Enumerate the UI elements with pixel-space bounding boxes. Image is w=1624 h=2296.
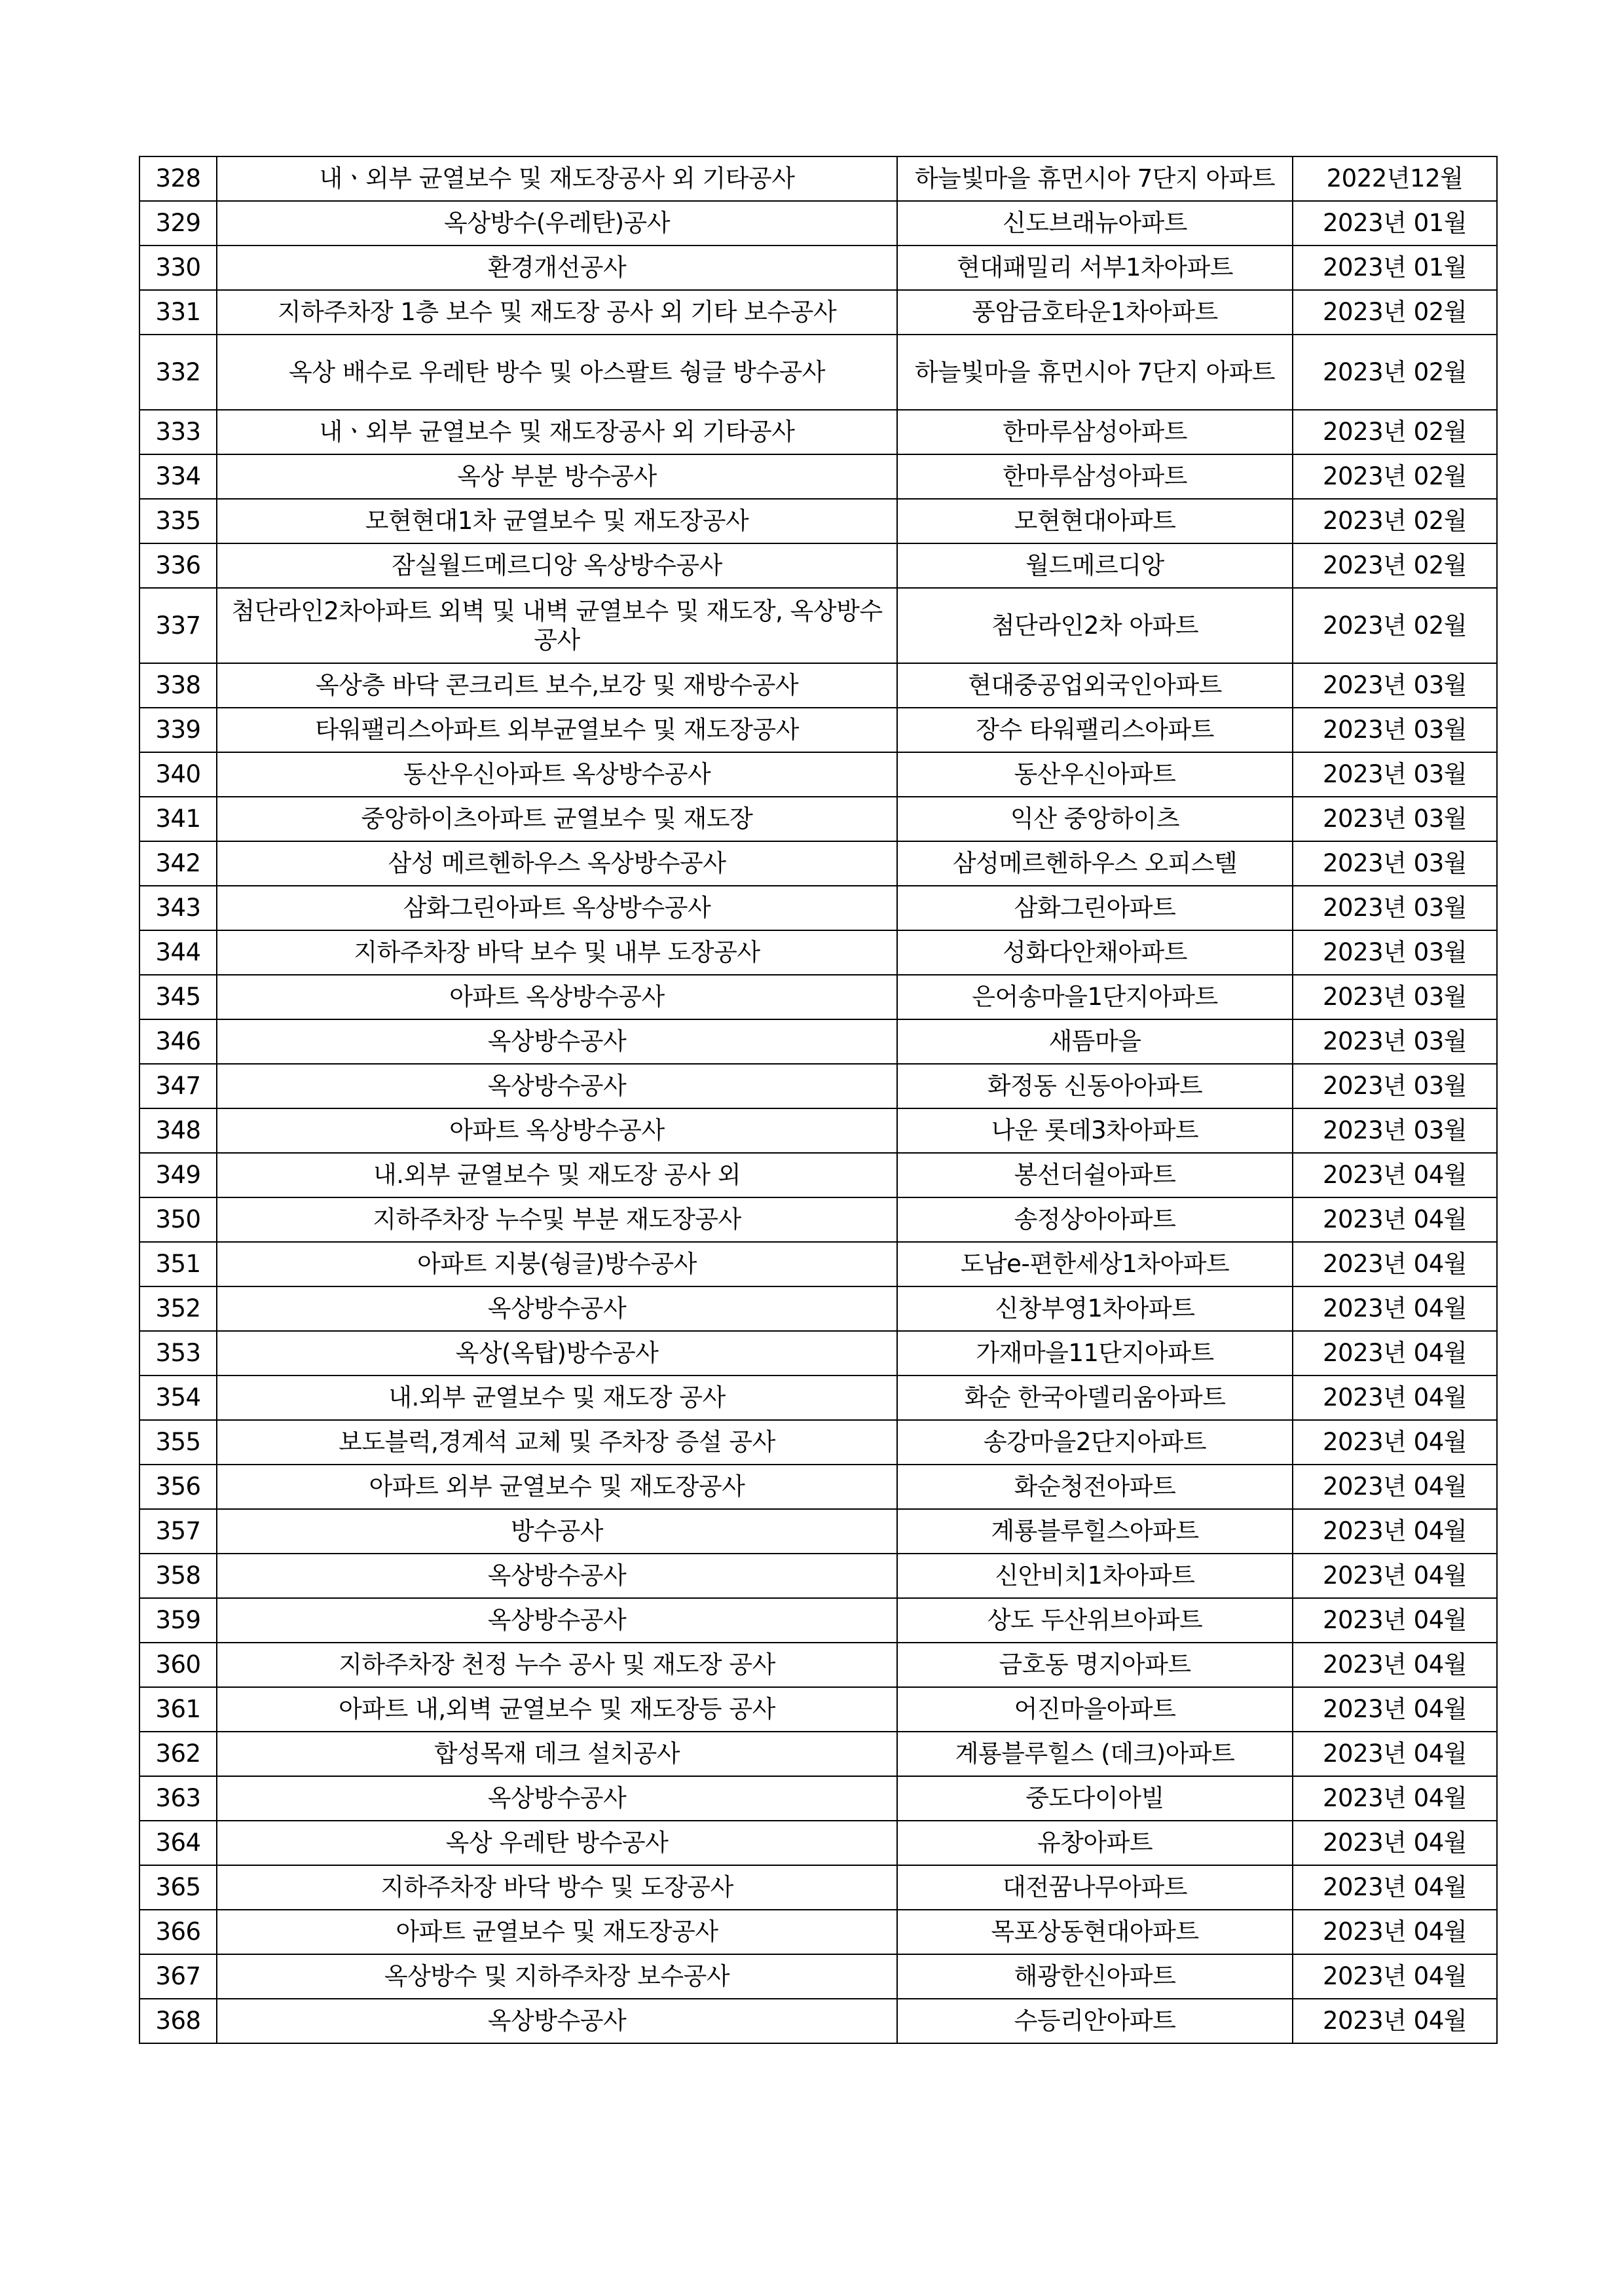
completion-date-cell: 2023년 03월 (1293, 797, 1497, 841)
completion-date-cell: 2023년 03월 (1293, 752, 1497, 797)
work-description-cell: 옥상 부분 방수공사 (217, 454, 897, 499)
row-number-cell: 344 (139, 930, 217, 975)
table-row (139, 1153, 1497, 1197)
site-name-cell: 해광한신아파트 (897, 1954, 1293, 1999)
completion-date-cell: 2023년 03월 (1293, 1108, 1497, 1153)
table-row (139, 1687, 1497, 1732)
row-number-cell: 357 (139, 1509, 217, 1554)
table-row (139, 588, 1497, 663)
work-description-cell: 지하주차장 누수및 부분 재도장공사 (217, 1197, 897, 1242)
row-number-cell: 356 (139, 1465, 217, 1509)
work-description-cell: 내.외부 균열보수 및 재도장 공사 (217, 1376, 897, 1420)
work-description-cell: 모현현대1차 균열보수 및 재도장공사 (217, 499, 897, 543)
completion-date-cell: 2023년 03월 (1293, 975, 1497, 1019)
site-name-cell: 목포상동현대아파트 (897, 1910, 1293, 1954)
row-number-cell: 332 (139, 335, 217, 410)
table-row (139, 1865, 1497, 1910)
table-row (139, 752, 1497, 797)
table-row (139, 1509, 1497, 1554)
work-description-cell: 옥상방수공사 (217, 1999, 897, 2043)
site-name-cell: 현대중공업외국인아파트 (897, 663, 1293, 708)
work-description-cell: 지하주차장 바닥 보수 및 내부 도장공사 (217, 930, 897, 975)
row-number-cell: 364 (139, 1821, 217, 1865)
site-name-cell: 첨단라인2차 아파트 (897, 588, 1293, 663)
work-description-cell: 합성목재 데크 설치공사 (217, 1732, 897, 1776)
site-name-cell: 하늘빛마을 휴먼시아 7단지 아파트 (897, 335, 1293, 410)
table-row (139, 1954, 1497, 1999)
row-number-cell: 329 (139, 201, 217, 246)
row-number-cell: 328 (139, 156, 217, 201)
work-description-cell: 옥상방수공사 (217, 1554, 897, 1598)
work-description-cell: 옥상방수공사 (217, 1598, 897, 1643)
completion-date-cell: 2023년 03월 (1293, 841, 1497, 886)
table-row (139, 1732, 1497, 1776)
site-name-cell: 금호동 명지아파트 (897, 1643, 1293, 1687)
row-number-cell: 336 (139, 543, 217, 588)
work-description-cell: 내.외부 균열보수 및 재도장 공사 외 (217, 1153, 897, 1197)
work-description-cell: 옥상방수공사 (217, 1019, 897, 1064)
table-row (139, 1331, 1497, 1376)
row-number-cell: 345 (139, 975, 217, 1019)
completion-date-cell: 2023년 03월 (1293, 663, 1497, 708)
records-sheet (139, 156, 1496, 2044)
site-name-cell: 신안비치1차아파트 (897, 1554, 1293, 1598)
table-row (139, 1910, 1497, 1954)
work-description-cell: 아파트 옥상방수공사 (217, 1108, 897, 1153)
completion-date-cell: 2023년 04월 (1293, 1999, 1497, 2043)
site-name-cell: 계룡블루힐스아파트 (897, 1509, 1293, 1554)
row-number-cell: 341 (139, 797, 217, 841)
work-description-cell: 지하주차장 바닥 방수 및 도장공사 (217, 1865, 897, 1910)
table-row (139, 1821, 1497, 1865)
row-number-cell: 359 (139, 1598, 217, 1643)
site-name-cell: 한마루삼성아파트 (897, 410, 1293, 454)
completion-date-cell: 2023년 02월 (1293, 543, 1497, 588)
records-table-body (139, 156, 1497, 2043)
work-description-cell: 내ㆍ외부 균열보수 및 재도장공사 외 기타공사 (217, 156, 897, 201)
site-name-cell: 한마루삼성아파트 (897, 454, 1293, 499)
row-number-cell: 360 (139, 1643, 217, 1687)
table-row (139, 156, 1497, 201)
completion-date-cell: 2023년 01월 (1293, 246, 1497, 290)
completion-date-cell: 2023년 04월 (1293, 1242, 1497, 1286)
row-number-cell: 335 (139, 499, 217, 543)
work-description-cell: 타워팰리스아파트 외부균열보수 및 재도장공사 (217, 708, 897, 752)
table-row (139, 886, 1497, 930)
table-row (139, 975, 1497, 1019)
site-name-cell: 익산 중앙하이츠 (897, 797, 1293, 841)
row-number-cell: 342 (139, 841, 217, 886)
completion-date-cell: 2023년 04월 (1293, 1197, 1497, 1242)
table-row (139, 1108, 1497, 1153)
table-row (139, 1598, 1497, 1643)
completion-date-cell: 2023년 04월 (1293, 1865, 1497, 1910)
completion-date-cell: 2023년 03월 (1293, 930, 1497, 975)
site-name-cell: 상도 두산위브아파트 (897, 1598, 1293, 1643)
work-description-cell: 옥상층 바닥 콘크리트 보수,보강 및 재방수공사 (217, 663, 897, 708)
completion-date-cell: 2022년12월 (1293, 156, 1497, 201)
site-name-cell: 화순청전아파트 (897, 1465, 1293, 1509)
row-number-cell: 366 (139, 1910, 217, 1954)
work-description-cell: 보도블럭,경계석 교체 및 주차장 증설 공사 (217, 1420, 897, 1465)
row-number-cell: 358 (139, 1554, 217, 1598)
completion-date-cell: 2023년 02월 (1293, 499, 1497, 543)
site-name-cell: 성화다안채아파트 (897, 930, 1293, 975)
construction-records-table (139, 156, 1498, 2044)
completion-date-cell: 2023년 04월 (1293, 1420, 1497, 1465)
completion-date-cell: 2023년 01월 (1293, 201, 1497, 246)
row-number-cell: 350 (139, 1197, 217, 1242)
work-description-cell: 옥상 우레탄 방수공사 (217, 1821, 897, 1865)
work-description-cell: 아파트 지붕(쉉글)방수공사 (217, 1242, 897, 1286)
row-number-cell: 361 (139, 1687, 217, 1732)
completion-date-cell: 2023년 04월 (1293, 1286, 1497, 1331)
table-row (139, 1465, 1497, 1509)
table-row (139, 1242, 1497, 1286)
site-name-cell: 신창부영1차아파트 (897, 1286, 1293, 1331)
site-name-cell: 은어송마을1단지아파트 (897, 975, 1293, 1019)
row-number-cell: 349 (139, 1153, 217, 1197)
work-description-cell: 아파트 균열보수 및 재도장공사 (217, 1910, 897, 1954)
site-name-cell: 화정동 신동아아파트 (897, 1064, 1293, 1108)
site-name-cell: 신도브래뉴아파트 (897, 201, 1293, 246)
site-name-cell: 새뜸마을 (897, 1019, 1293, 1064)
row-number-cell: 368 (139, 1999, 217, 2043)
completion-date-cell: 2023년 04월 (1293, 1153, 1497, 1197)
row-number-cell: 352 (139, 1286, 217, 1331)
completion-date-cell: 2023년 04월 (1293, 1954, 1497, 1999)
work-description-cell: 옥상방수(우레탄)공사 (217, 201, 897, 246)
table-row (139, 930, 1497, 975)
site-name-cell: 화순 한국아델리움아파트 (897, 1376, 1293, 1420)
completion-date-cell: 2023년 02월 (1293, 454, 1497, 499)
row-number-cell: 339 (139, 708, 217, 752)
site-name-cell: 계룡블루힐스 (데크)아파트 (897, 1732, 1293, 1776)
table-row (139, 1286, 1497, 1331)
table-row (139, 1019, 1497, 1064)
work-description-cell: 동산우신아파트 옥상방수공사 (217, 752, 897, 797)
site-name-cell: 중도다이아빌 (897, 1776, 1293, 1821)
row-number-cell: 334 (139, 454, 217, 499)
work-description-cell: 옥상방수공사 (217, 1286, 897, 1331)
completion-date-cell: 2023년 03월 (1293, 1064, 1497, 1108)
table-row (139, 1197, 1497, 1242)
completion-date-cell: 2023년 04월 (1293, 1598, 1497, 1643)
table-row (139, 1554, 1497, 1598)
completion-date-cell: 2023년 04월 (1293, 1910, 1497, 1954)
site-name-cell: 풍암금호타운1차아파트 (897, 290, 1293, 335)
table-row (139, 841, 1497, 886)
row-number-cell: 330 (139, 246, 217, 290)
site-name-cell: 삼화그린아파트 (897, 886, 1293, 930)
completion-date-cell: 2023년 03월 (1293, 708, 1497, 752)
table-row (139, 246, 1497, 290)
table-row (139, 1776, 1497, 1821)
table-row (139, 663, 1497, 708)
completion-date-cell: 2023년 04월 (1293, 1687, 1497, 1732)
completion-date-cell: 2023년 04월 (1293, 1554, 1497, 1598)
completion-date-cell: 2023년 04월 (1293, 1776, 1497, 1821)
row-number-cell: 365 (139, 1865, 217, 1910)
site-name-cell: 삼성메르헨하우스 오피스텔 (897, 841, 1293, 886)
completion-date-cell: 2023년 03월 (1293, 886, 1497, 930)
row-number-cell: 351 (139, 1242, 217, 1286)
site-name-cell: 가재마을11단지아파트 (897, 1331, 1293, 1376)
row-number-cell: 338 (139, 663, 217, 708)
work-description-cell: 중앙하이츠아파트 균열보수 및 재도장 (217, 797, 897, 841)
site-name-cell: 모현현대아파트 (897, 499, 1293, 543)
work-description-cell: 삼성 메르헨하우스 옥상방수공사 (217, 841, 897, 886)
row-number-cell: 333 (139, 410, 217, 454)
table-row (139, 454, 1497, 499)
table-row (139, 708, 1497, 752)
row-number-cell: 337 (139, 588, 217, 663)
row-number-cell: 353 (139, 1331, 217, 1376)
work-description-cell: 방수공사 (217, 1509, 897, 1554)
work-description-cell: 지하주차장 천정 누수 공사 및 재도장 공사 (217, 1643, 897, 1687)
site-name-cell: 도남e-편한세상1차아파트 (897, 1242, 1293, 1286)
row-number-cell: 363 (139, 1776, 217, 1821)
work-description-cell: 환경개선공사 (217, 246, 897, 290)
site-name-cell: 송강마을2단지아파트 (897, 1420, 1293, 1465)
work-description-cell: 지하주차장 1층 보수 및 재도장 공사 외 기타 보수공사 (217, 290, 897, 335)
table-row (139, 1420, 1497, 1465)
table-row (139, 797, 1497, 841)
work-description-cell: 첨단라인2차아파트 외벽 및 내벽 균열보수 및 재도장, 옥상방수공사 (217, 588, 897, 663)
completion-date-cell: 2023년 03월 (1293, 1019, 1497, 1064)
completion-date-cell: 2023년 04월 (1293, 1465, 1497, 1509)
row-number-cell: 331 (139, 290, 217, 335)
work-description-cell: 옥상(옥탑)방수공사 (217, 1331, 897, 1376)
table-row (139, 290, 1497, 335)
completion-date-cell: 2023년 04월 (1293, 1643, 1497, 1687)
row-number-cell: 354 (139, 1376, 217, 1420)
site-name-cell: 대전꿈나무아파트 (897, 1865, 1293, 1910)
table-row (139, 410, 1497, 454)
completion-date-cell: 2023년 04월 (1293, 1509, 1497, 1554)
table-row (139, 201, 1497, 246)
completion-date-cell: 2023년 04월 (1293, 1331, 1497, 1376)
site-name-cell: 어진마을아파트 (897, 1687, 1293, 1732)
table-row (139, 335, 1497, 410)
row-number-cell: 347 (139, 1064, 217, 1108)
table-row (139, 1376, 1497, 1420)
table-row (139, 499, 1497, 543)
completion-date-cell: 2023년 02월 (1293, 410, 1497, 454)
row-number-cell: 343 (139, 886, 217, 930)
site-name-cell: 유창아파트 (897, 1821, 1293, 1865)
row-number-cell: 362 (139, 1732, 217, 1776)
site-name-cell: 동산우신아파트 (897, 752, 1293, 797)
work-description-cell: 옥상방수 및 지하주차장 보수공사 (217, 1954, 897, 1999)
completion-date-cell: 2023년 04월 (1293, 1732, 1497, 1776)
row-number-cell: 355 (139, 1420, 217, 1465)
site-name-cell: 수등리안아파트 (897, 1999, 1293, 2043)
table-row (139, 1999, 1497, 2043)
site-name-cell: 봉선더쉴아파트 (897, 1153, 1293, 1197)
completion-date-cell: 2023년 02월 (1293, 335, 1497, 410)
site-name-cell: 장수 타워팰리스아파트 (897, 708, 1293, 752)
site-name-cell: 나운 롯데3차아파트 (897, 1108, 1293, 1153)
work-description-cell: 아파트 외부 균열보수 및 재도장공사 (217, 1465, 897, 1509)
row-number-cell: 348 (139, 1108, 217, 1153)
row-number-cell: 340 (139, 752, 217, 797)
row-number-cell: 346 (139, 1019, 217, 1064)
table-row (139, 1064, 1497, 1108)
work-description-cell: 내ㆍ외부 균열보수 및 재도장공사 외 기타공사 (217, 410, 897, 454)
work-description-cell: 잠실월드메르디앙 옥상방수공사 (217, 543, 897, 588)
site-name-cell: 송정상아아파트 (897, 1197, 1293, 1242)
table-row (139, 1643, 1497, 1687)
work-description-cell: 아파트 옥상방수공사 (217, 975, 897, 1019)
site-name-cell: 월드메르디앙 (897, 543, 1293, 588)
site-name-cell: 하늘빛마을 휴먼시아 7단지 아파트 (897, 156, 1293, 201)
work-description-cell: 옥상방수공사 (217, 1776, 897, 1821)
table-row (139, 543, 1497, 588)
work-description-cell: 옥상 배수로 우레탄 방수 및 아스팔트 쉉글 방수공사 (217, 335, 897, 410)
row-number-cell: 367 (139, 1954, 217, 1999)
completion-date-cell: 2023년 02월 (1293, 290, 1497, 335)
completion-date-cell: 2023년 04월 (1293, 1821, 1497, 1865)
completion-date-cell: 2023년 04월 (1293, 1376, 1497, 1420)
work-description-cell: 옥상방수공사 (217, 1064, 897, 1108)
work-description-cell: 삼화그린아파트 옥상방수공사 (217, 886, 897, 930)
site-name-cell: 현대패밀리 서부1차아파트 (897, 246, 1293, 290)
work-description-cell: 아파트 내,외벽 균열보수 및 재도장등 공사 (217, 1687, 897, 1732)
completion-date-cell: 2023년 02월 (1293, 588, 1497, 663)
